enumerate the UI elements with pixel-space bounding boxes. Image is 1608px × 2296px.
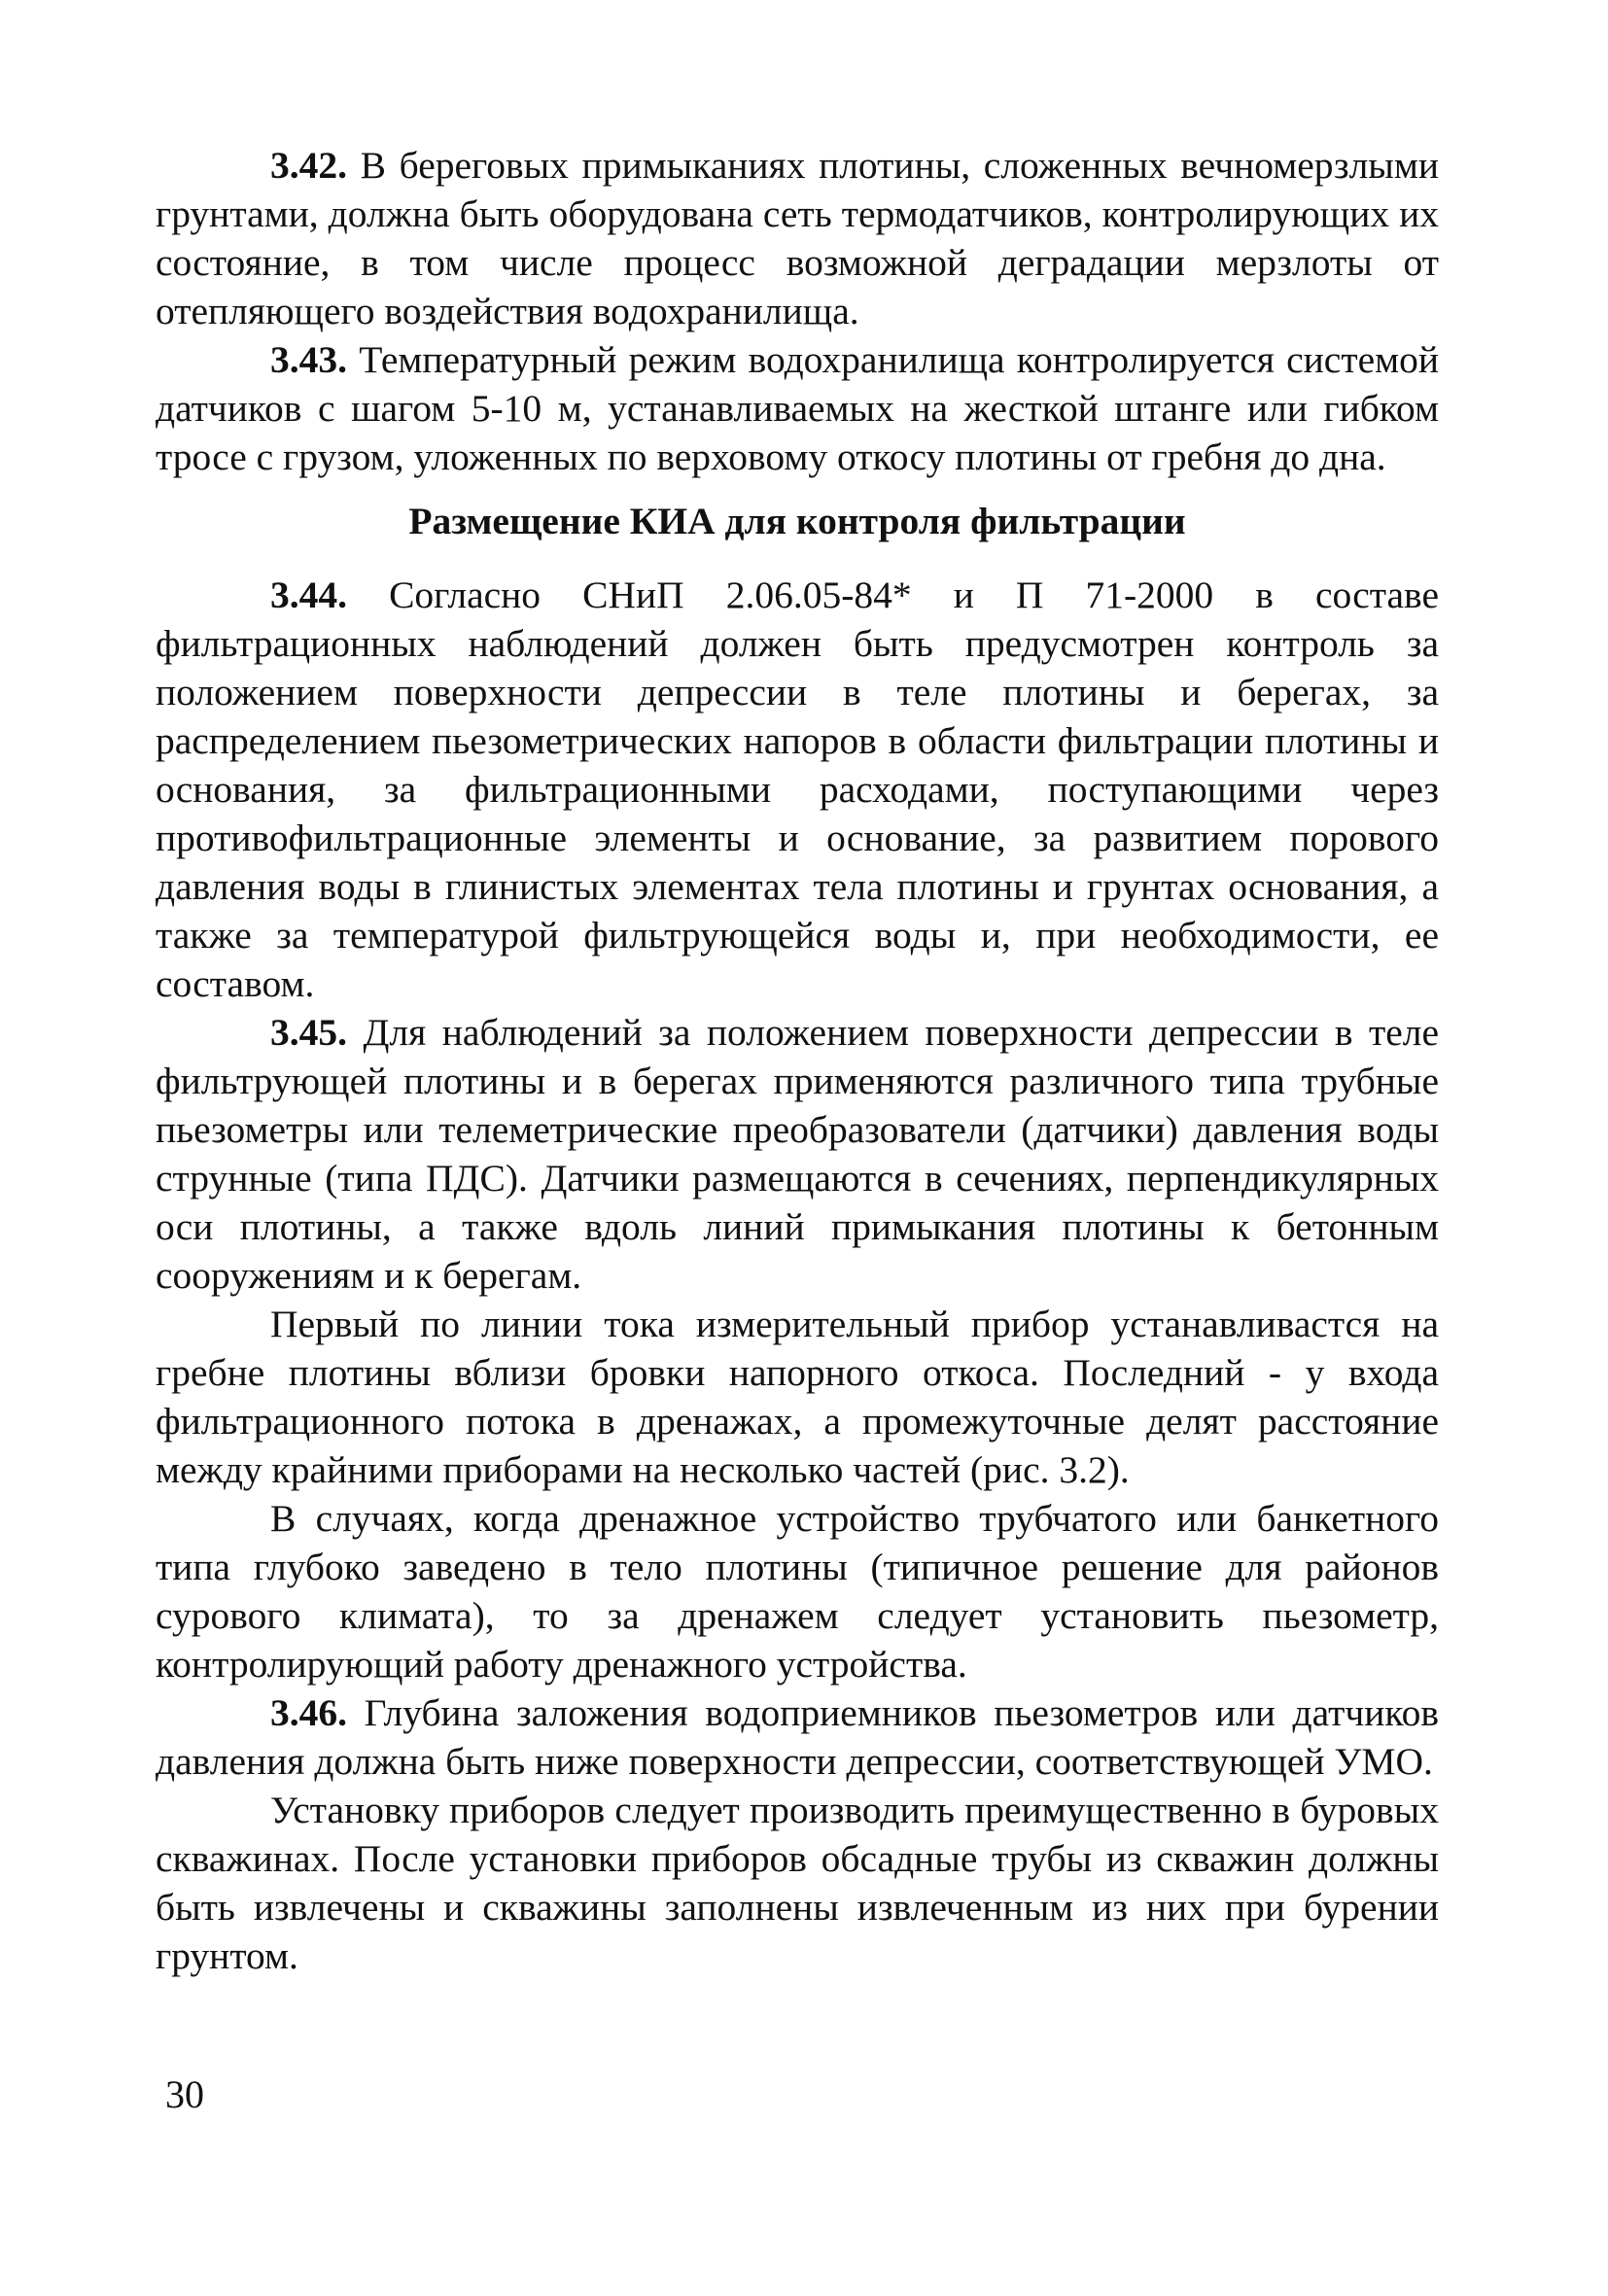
document-page xyxy=(156,141,1439,1980)
paragraph-3-43 xyxy=(156,335,1439,481)
paragraph-3-45-sensor-placement xyxy=(156,1300,1439,1494)
paragraph-text: Согласно СНиП 2.06.05-84* и П 71-2000 в составе фильтрационных наблюдений должен быть предусмотрен контроль за положением поверхности депрессии в теле плотины и берегах, за распределением пьезометрических напоров в области фильтрации плотины и основания, за фильтрационными расходами, поступающими через противофильтрационные элементы и основание, за развитием порового давления воды в глинистых элементах тела плотины и грунтах основания, а также за температурой фильтрующейся воды и, при необходимости, ее составом. xyxy=(156,574,1439,1005)
paragraph-text: Первый по линии тока измерительный прибор устанавливастся на гребне плотины вблизи бровки напорного откоса. Последний - у входа фильтрационного потока в дренажах, а промежуточные делят расстояние между крайними приборами на несколько частей (рис. 3.2). xyxy=(156,1303,1439,1491)
clause-number: 3.46. xyxy=(270,1691,347,1734)
paragraph-3-45 xyxy=(156,1008,1439,1300)
paragraph-text: Температурный режим водохранилища контролируется системой датчиков с шагом 5-10 м, устанавливаемых на жесткой штанге или гибком тросе с грузом, уложенных по верховому откосу плотины от гребня до дна. xyxy=(156,338,1439,478)
paragraph-3-46-installation xyxy=(156,1786,1439,1980)
paragraph-3-44 xyxy=(156,571,1439,1008)
paragraph-text: В случаях, когда дренажное устройство трубчатого или банкетного типа глубоко заведено в тело плотины (типичное решение для районов сурового климата), то за дренажем следует установить пьезометр, контролирующий работу дренажного устройства. xyxy=(156,1497,1439,1686)
paragraph-text: Глубина заложения водоприемников пьезометров или датчиков давления должна быть ниже поверхности депрессии, соответствующей УМО. xyxy=(156,1691,1439,1783)
clause-number: 3.42. xyxy=(270,144,347,187)
paragraph-3-45-drainage xyxy=(156,1494,1439,1688)
paragraph-text: Установку приборов следует производить преимущественно в буровых скважинах. После установки приборов обсадные трубы из скважин должны быть извлечены и скважины заполнены извлеченным из них при бурении грунтом. xyxy=(156,1789,1439,1977)
clause-number: 3.45. xyxy=(270,1011,347,1054)
paragraph-text: В береговых примыканиях плотины, сложенных вечномерзлыми грунтами, должна быть оборудована сеть термодатчиков, контролирующих их состояние, в том числе процесс возможной деградации мерзлоты от отепляющего воздействия водохранилища. xyxy=(156,144,1439,332)
paragraph-3-42 xyxy=(156,141,1439,335)
paragraph-text: Для наблюдений за положением поверхности депрессии в теле фильтрующей плотины и в берегах применяются различного типа трубные пьезометры или телеметрические преобразователи (датчики) давления воды струнные (типа ПДС). Датчики размещаются в сечениях, перпендикулярных оси плотины, а также вдоль линий примыкания плотины к бетонным сооружениям и к берегам. xyxy=(156,1011,1439,1297)
clause-number: 3.43. xyxy=(270,338,347,381)
paragraph-3-46 xyxy=(156,1688,1439,1786)
section-heading: Размещение КИА для контроля фильтрации xyxy=(408,500,1186,542)
page-number: 30 xyxy=(165,2072,204,2116)
clause-number: 3.44. xyxy=(270,574,347,616)
